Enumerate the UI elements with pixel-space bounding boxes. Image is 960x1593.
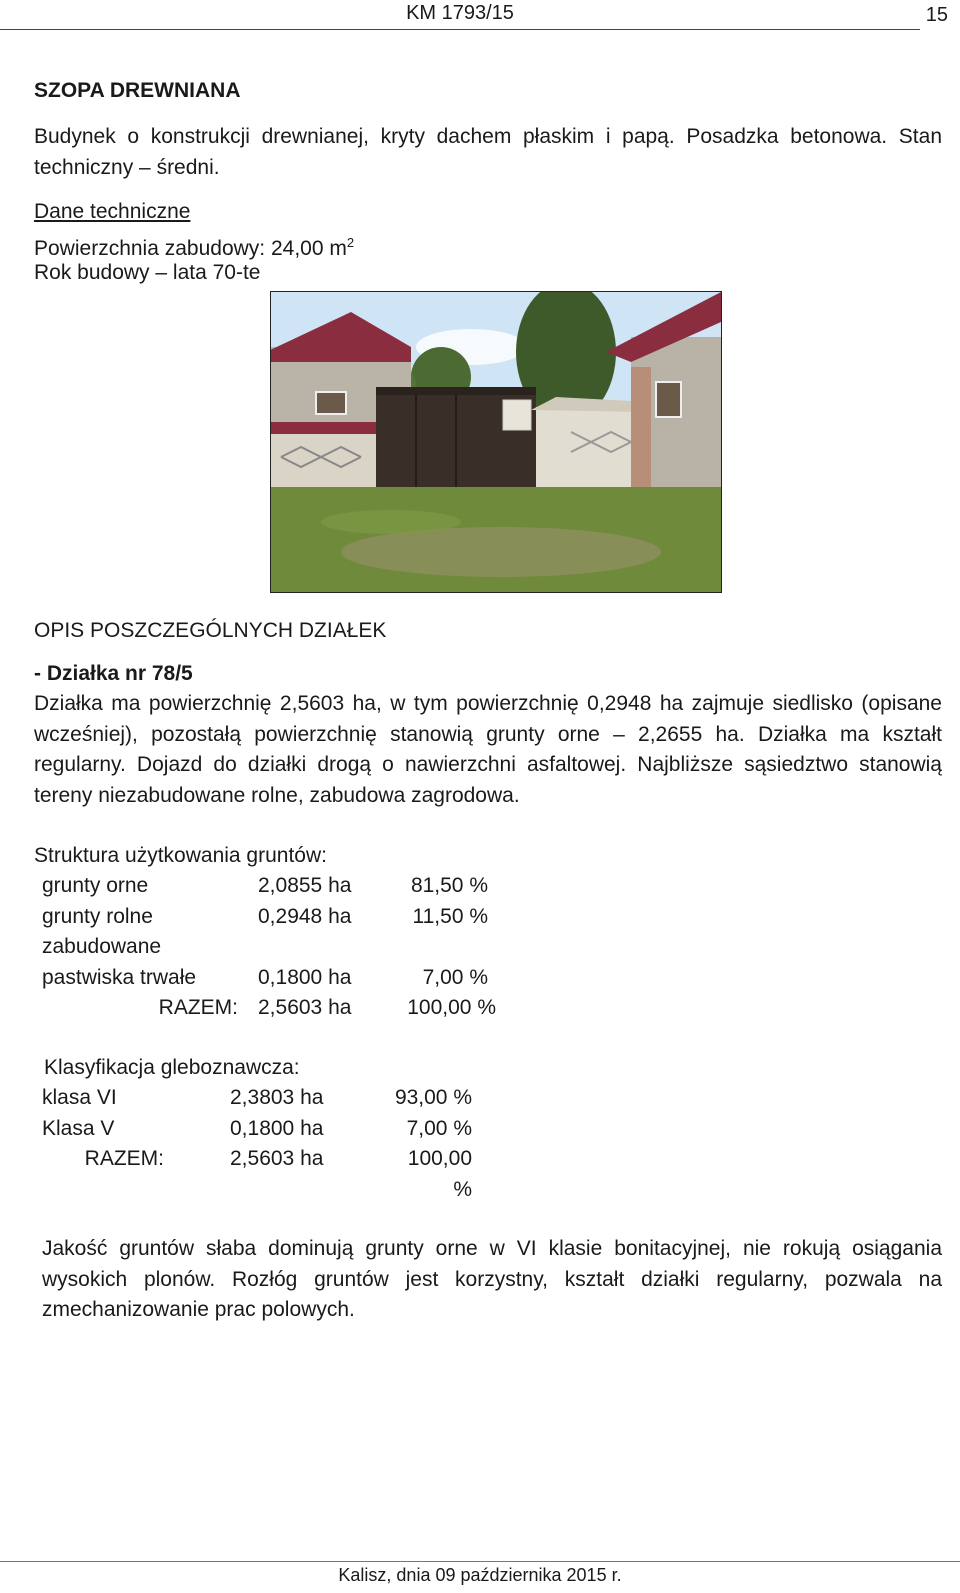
table-total-row bbox=[42, 1144, 472, 1175]
land-use-percent: 7,00 % bbox=[422, 965, 488, 989]
soil-total-area: 2,5603 ha bbox=[230, 1147, 324, 1170]
soil-class-area: 0,1800 ha bbox=[230, 1116, 324, 1140]
land-use-total-percent: 100,00 % bbox=[407, 996, 496, 1019]
soil-total-percent-unit: % bbox=[453, 1177, 472, 1201]
footer-place-date: Kalisz, dnia 09 października 2015 r. bbox=[338, 1565, 622, 1585]
soil-class-area: 2,3803 ha bbox=[230, 1086, 324, 1109]
table-row bbox=[42, 1083, 472, 1114]
page-number: 15 bbox=[925, 4, 948, 26]
soil-class-percent: 93,00 % bbox=[394, 1086, 472, 1109]
land-use-area: 2,0855 ha bbox=[258, 874, 352, 897]
soil-total-percent: 100,00 bbox=[407, 1147, 472, 1170]
soil-class-name: Klasa V bbox=[42, 1116, 115, 1140]
land-use-name: grunty rolne bbox=[42, 904, 153, 928]
table-row bbox=[42, 932, 488, 963]
document-id: KM 1793/15 bbox=[406, 2, 514, 24]
land-use-name: pastwiska trwałe bbox=[42, 965, 197, 989]
land-use-name: zabudowane bbox=[42, 935, 162, 958]
land-use-percent bbox=[388, 932, 488, 963]
table-row bbox=[42, 871, 488, 902]
built-area-unit-sup: 2 bbox=[346, 235, 355, 250]
built-area-label: Powierzchnia zabudowy: bbox=[34, 237, 266, 260]
soil-table bbox=[42, 1083, 472, 1205]
table-row bbox=[42, 1175, 472, 1206]
land-use-total-label: RAZEM: bbox=[158, 996, 238, 1019]
table-row bbox=[42, 963, 488, 994]
shed-photo bbox=[270, 291, 722, 593]
soil-total-label: RAZEM: bbox=[84, 1147, 164, 1170]
land-use-area bbox=[258, 932, 388, 963]
soil-title: Klasyfikacja gleboznawcza: bbox=[44, 1056, 300, 1079]
soil-class-name: klasa VI bbox=[42, 1086, 117, 1109]
land-use-percent: 11,50 % bbox=[412, 904, 488, 928]
table-total-row bbox=[42, 993, 488, 1024]
built-area-value: 24,00 m bbox=[270, 237, 347, 260]
plot-heading: - Działka nr 78/5 bbox=[34, 662, 193, 685]
land-use-title: Struktura użytkowania gruntów: bbox=[34, 844, 327, 867]
land-use-area: 0,1800 ha bbox=[258, 965, 352, 989]
plot-description: Działka ma powierzchnię 2,5603 ha, w tym powierzchnię 0,2948 ha zajmuje siedlisko (opisane wcześniej), pozostałą powierzchnię stanowią grunty orne – 2,2655 ha. Działka ma kształt regularny. Dojazd do działki drogą o nawierzchni asfaltowej. Najbliższe sąsiedztwo stanowią tereny niezabudowane rolne, zabudowa zagrodowa. bbox=[34, 692, 942, 807]
land-use-table bbox=[42, 871, 496, 1024]
shed-photo-illustration bbox=[271, 292, 721, 592]
construction-year: Rok budowy – lata 70-te bbox=[34, 261, 261, 284]
header-divider bbox=[0, 29, 920, 30]
footer-divider bbox=[0, 1561, 960, 1562]
plots-title: OPIS POSZCZEGÓLNYCH DZIAŁEK bbox=[34, 619, 387, 642]
tech-data-heading: Dane techniczne bbox=[34, 200, 191, 223]
land-use-area: 0,2948 ha bbox=[258, 904, 352, 928]
land-use-total-area: 2,5603 ha bbox=[258, 996, 352, 1019]
land-use-name: grunty orne bbox=[42, 874, 149, 897]
table-row bbox=[42, 1114, 472, 1145]
table-row bbox=[42, 902, 488, 933]
shed-description: Budynek o konstrukcji drewnianej, kryty dachem płaskim i papą. Posadzka betonowa. Stan techniczny – średni. bbox=[34, 125, 942, 179]
shed-title: SZOPA DREWNIANA bbox=[34, 79, 241, 102]
soil-class-percent: 7,00 % bbox=[406, 1116, 472, 1140]
land-use-percent: 81,50 % bbox=[410, 874, 488, 897]
soil-quality-text: Jakość gruntów słaba dominują grunty orne w VI klasie bonitacyjnej, nie rokują osiągania wysokich plonów. Rozłóg gruntów jest korzystny, kształt działki regularny, pozwala na zmechanizowanie prac polowych. bbox=[42, 1237, 942, 1321]
